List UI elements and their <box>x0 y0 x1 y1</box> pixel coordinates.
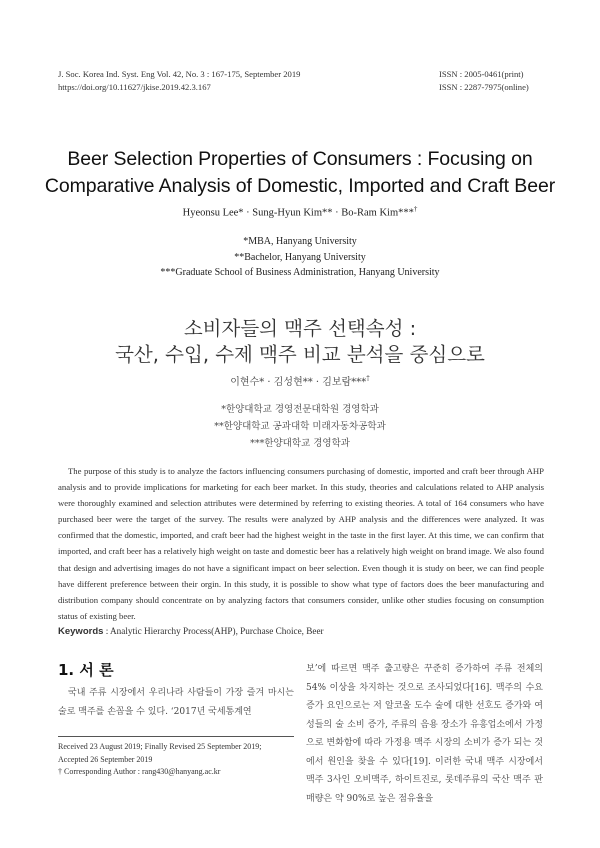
authors-ko-names: 이현수* · 김성현** · 김보람*** <box>230 377 367 388</box>
paper-title-ko <box>0 316 600 368</box>
affiliations-en <box>0 234 600 281</box>
affiliations-ko <box>0 401 600 452</box>
paper-title-en <box>0 146 600 200</box>
keywords-text: Analytic Hierarchy Process(AHP), Purchase Choice, Beer <box>110 626 324 636</box>
issn-print: ISSN : 2005-0461(print) <box>439 69 524 79</box>
authors-en <box>0 205 600 219</box>
authors-en-names: Hyeonsu Lee* · Sung-Hyun Kim** · Bo-Ram Kim*** <box>182 207 414 219</box>
affiliation-ko-1: *한양대학교 경영전문대학원 경영학과 <box>221 404 379 415</box>
body-right-column: 보’에 따르면 맥주 출고량은 꾸준히 증가하여 주류 전체의 54% 이상을 차지하는 것으로 조사되었다[16]. 맥주의 수요 증가 요인으로는 저 알코올 도수 술에 대한 선호도 증가와 여성들의 술 소비 증가, 주류의 음용 장소가 유흥업소에서 가정으로 변화함에 따라 가정용 맥주 시장의 소비가 증가 되는 것에서 원인을 찾을 수 있다[19]. 이러한 국내 맥주 시장에서 맥주 3사인 오비맥주, 하이트진로, 롯데주류의 국산 맥주 판매량은 약 90%로 높은 점유율을 <box>306 664 543 804</box>
affiliation-ko-2: **한양대학교 공과대학 미래자동차공학과 <box>214 421 386 432</box>
accepted-date: Accepted 26 September 2019 <box>58 754 153 764</box>
title-ko-line-2: 국산, 수입, 수제 맥주 비교 분석을 중심으로 <box>115 343 485 366</box>
title-ko-line-1: 소비자들의 맥주 선택속성 : <box>183 317 417 340</box>
journal-line: J. Soc. Korea Ind. Syst. Eng Vol. 42, No. 3 : 167-175, September 2019 <box>58 69 301 79</box>
dagger-mark: † <box>58 767 62 776</box>
doi-link[interactable]: https://doi.org/10.11627/jkise.2019.42.3.167 <box>58 82 211 92</box>
issn-block <box>439 68 529 94</box>
keywords-separator: : <box>103 626 111 636</box>
footnote-divider <box>58 736 294 737</box>
body-left-column: 국내 주류 시장에서 우리나라 사람들이 가장 즐겨 마시는 술로 맥주를 손꼽을 수 있다. ‘2017년 국세통계연 <box>58 688 294 717</box>
issn-online: ISSN : 2287-7975(online) <box>439 82 529 92</box>
affiliation-3: ***Graduate School of Business Administration, Hanyang University <box>160 267 440 278</box>
section-heading: 1. 서 론 <box>58 661 114 679</box>
abstract: The purpose of this study is to analyze the factors influencing consumers purchasing of domestic, imported and craft beer through AHP analysis and to provide implications for marketing for each beer market. In this study, theories and calculations related to AHP analysis were thoroughly examined and selection attributes were determined by referring to existing theories. A total of 164 consumers who have purchased beer were the target of the survey. The results were analyzed by AHP analysis and the differences were analyzed. It was confirmed that the domestic, imported, and craft beer had the highest weight in the taste in the first layer. At this time, we can confirm that imported, and craft beer has a relatively high weight on taste and domestic beer has a relatively high weight on brand image. We also found that design and advertising images do not have a significant impact on beer selection. Even though it is study on beer, we can find people have different preference between their orgin. In this study, it is possible to show what type of factors does the beer manufacturing and distribution company should concentrate on by analyzing factors that consumers consider, unlike other studies focusing on consumption status of existing beer. <box>58 466 544 621</box>
corresponding-mark-ko: † <box>366 374 370 383</box>
affiliation-1: *MBA, Hanyang University <box>243 236 357 247</box>
corresponding-author <box>58 766 294 779</box>
affiliation-ko-3: ***한양대학교 경영학과 <box>250 438 350 449</box>
footnotes <box>58 741 294 779</box>
title-line-1: Beer Selection Properties of Consumers : Focusing on <box>67 148 533 170</box>
title-line-2: Comparative Analysis of Domestic, Imported and Craft Beer <box>44 175 556 197</box>
journal-citation <box>58 68 300 94</box>
authors-ko <box>0 373 600 388</box>
received-date: Received 23 August 2019; Finally Revised 25 September 2019; <box>58 742 262 751</box>
keywords-label: Keywords <box>58 626 104 637</box>
corresponding-mark: † <box>413 205 418 213</box>
affiliation-2: **Bachelor, Hanyang University <box>234 251 366 263</box>
corresponding-email[interactable]: Corresponding Author : rang430@hanyang.ac.kr <box>64 767 221 776</box>
keywords <box>58 626 324 637</box>
